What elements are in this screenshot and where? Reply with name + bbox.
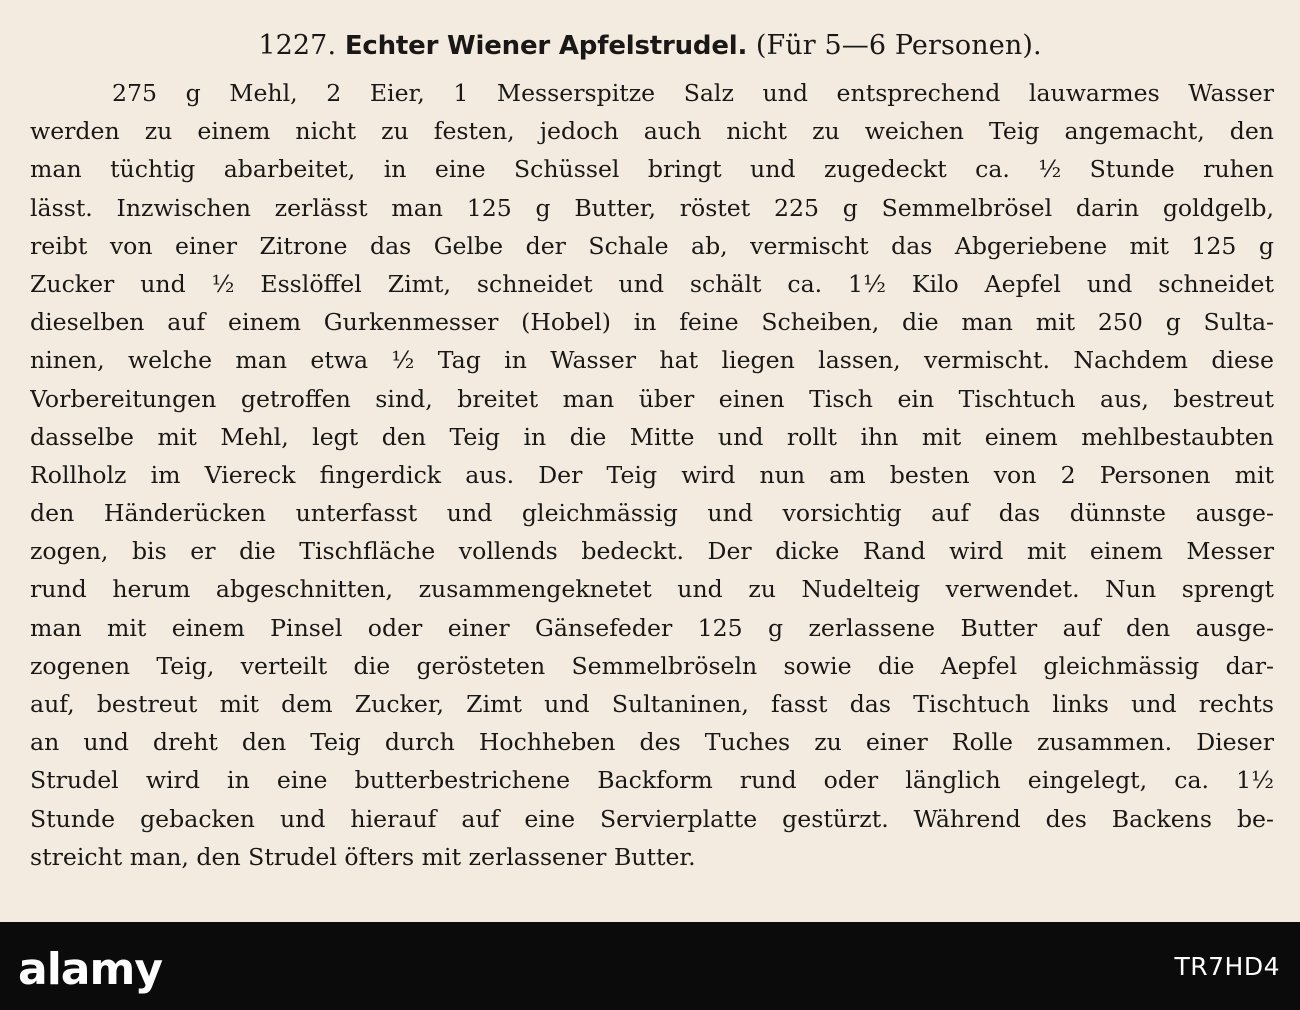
body-line: rund herum abgeschnitten, zusammengeknetet und zu Nudelteig verwendet. Nun sprengt [30,575,1274,604]
body-line: auf, bestreut mit dem Zucker, Zimt und Sultaninen, fasst das Tischtuch links und rechts [30,690,1274,718]
body-line: streicht man, den Strudel öfters mit zerlassener Butter. [30,842,696,871]
body-line: Strudel wird in eine butterbestrichene Backform rund oder länglich eingelegt, ca. 1½ [30,766,1274,795]
body-line: Stunde gebacken und hierauf auf eine Servierplatte gestürzt. Während des Backens be- [30,804,1274,833]
body-line: Zucker und ½ Esslöffel Zimt, schneidet und schält ca. 1½ Kilo Aepfel und schneidet [30,269,1274,298]
body-line: man tüchtig abarbeitet, in eine Schüssel bringt und zugedeckt ca. ½ Stunde ruhen [30,155,1274,184]
body-line: ninen, welche man etwa ½ Tag in Wasser hat liegen lassen, vermischt. Nachdem diese [30,346,1274,375]
body-line: reibt von einer Zitrone das Gelbe der Schale ab, vermischt das Abgeriebene mit 125 g [30,231,1274,260]
body-line: dasselbe mit Mehl, legt den Teig in die Mitte und rollt ihn mit einem mehlbestaubten [30,422,1274,451]
watermark-footer [0,922,1300,1010]
body-line: Rollholz im Viereck fingerdick aus. Der Teig wird nun am besten von 2 Personen mit [30,460,1274,489]
body-line: lässt. Inzwischen zerlässt man 125 g Butter, röstet 225 g Semmelbrösel darin goldgelb, [30,193,1274,222]
body-line: an und dreht den Teig durch Hochheben des Tuches zu einer Rolle zusammen. Dieser [30,728,1274,757]
recipe-heading [0,26,1300,66]
body-line: zogen, bis er die Tischfläche vollends bedeckt. Der dicke Rand wird mit einem Messer [30,537,1274,566]
recipe-servings: (Für 5—6 Personen). [755,30,1042,61]
recipe-title: Echter Wiener Apfelstrudel. [344,31,748,61]
image-id: TR7HD4 [1174,952,1280,981]
body-line: man mit einem Pinsel oder einer Gänsefeder 125 g zerlassene Butter auf den ausge- [30,613,1274,642]
body-line: den Händerücken unterfasst und gleichmässig und vorsichtig auf das dünnste ausge- [30,499,1274,528]
body-line: Vorbereitungen getroffen sind, breitet man über einen Tisch ein Tischtuch aus, bestreut [30,384,1274,413]
recipe-body [30,74,1274,876]
recipe-number: 1227. [258,30,337,61]
body-line: dieselben auf einem Gurkenmesser (Hobel) in feine Scheiben, die man mit 250 g Sulta- [30,308,1274,337]
body-line: zogenen Teig, verteilt die gerösteten Semmelbröseln sowie die Aepfel gleichmässig dar- [30,651,1274,680]
body-line: 275 g Mehl, 2 Eier, 1 Messerspitze Salz und entsprechend lauwarmes Wasser [112,79,1274,107]
body-line: werden zu einem nicht zu festen, jedoch auch nicht zu weichen Teig angemacht, den [30,117,1274,146]
brand-logo: alamy [18,944,162,995]
